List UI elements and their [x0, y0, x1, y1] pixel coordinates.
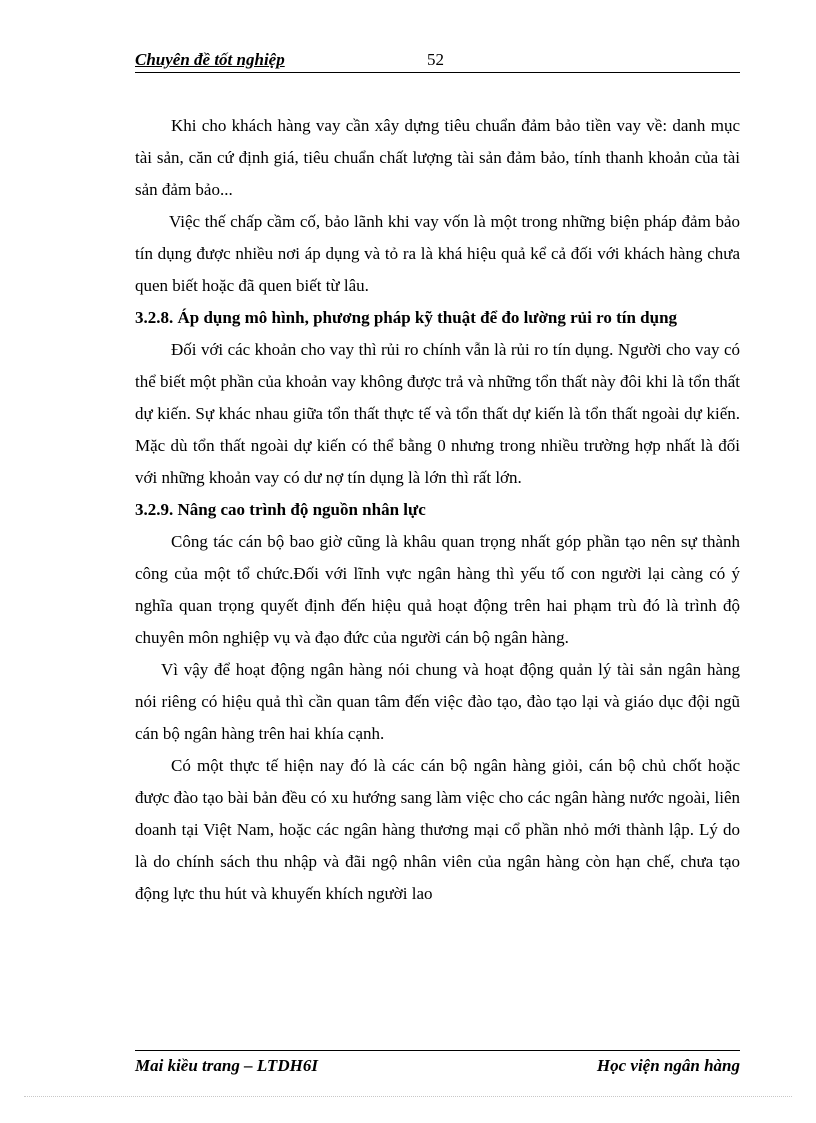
section-heading: 3.2.9. Nâng cao trình độ nguồn nhân lực [135, 500, 426, 519]
footer-author: Mai kiều trang – LTDH6I [135, 1056, 318, 1075]
paragraph: Công tác cán bộ bao giờ cũng là khâu quan trọng nhất góp phần tạo nên sự thành công của một tổ chức.Đối với lĩnh vực ngân hàng thì yếu tố con người lại càng có ý nghĩa quan trọng quyết định đến hiệu quả hoạt động trên hai phạm trù đó là trình độ chuyên môn nghiệp vụ và đạo đức của người cán bộ ngân hàng. [135, 532, 740, 647]
section-heading: 3.2.8. Áp dụng mô hình, phương pháp kỹ thuật để đo lường rủi ro tín dụng [135, 308, 678, 327]
header-title: Chuyên đề tốt nghiệp [135, 50, 285, 69]
page-footer [135, 1050, 740, 1076]
paragraph: Đối với các khoản cho vay thì rủi ro chính vẫn là rủi ro tín dụng. Người cho vay có thể biết một phần của khoản vay không được trả và những tổn thất này đôi khi là tổn thất dự kiến. Sự khác nhau giữa tổn thất thực tế và tổn thất dự kiến là tổn thất ngoài dự kiến. Mặc dù tổn thất ngoài dự kiến có thể bằng 0 nhưng trong nhiều trường hợp nhất là đối với những khoản vay có dư nợ tín dụng là lớn thì rất lớn. [135, 340, 740, 487]
document-body [135, 110, 740, 910]
paragraph: Khi cho khách hàng vay cần xây dựng tiêu chuẩn đảm bảo tiền vay về: danh mục tài sản, căn cứ định giá, tiêu chuẩn chất lượng tài sản đảm bảo, tính thanh khoản của tài sản đảm bảo... [135, 116, 740, 199]
paragraph: Vì vậy để hoạt động ngân hàng nói chung và hoạt động quản lý tài sản ngân hàng nói riêng có hiệu quả thì cần quan tâm đến việc đào tạo, đào tạo lại và giáo dục đội ngũ cán bộ ngân hàng trên hai khía cạnh. [135, 660, 740, 743]
page-number: 52 [427, 50, 444, 69]
footer-institution: Học viện ngân hàng [596, 1056, 740, 1075]
paragraph: Có một thực tế hiện nay đó là các cán bộ ngân hàng giỏi, cán bộ chủ chốt hoặc được đào tạo bài bản đều có xu hướng sang làm việc cho các ngân hàng nước ngoài, liên doanh tại Việt Nam, hoặc các ngân hàng thương mại cổ phần nhỏ mới thành lập. Lý do là do chính sách thu nhập và đãi ngộ nhân viên của ngân hàng còn hạn chế, chưa tạo động lực thu hút và khuyến khích người lao [135, 756, 740, 903]
page-boundary-divider [24, 1096, 792, 1097]
page-header [135, 48, 740, 73]
paragraph: Việc thế chấp cầm cố, bảo lãnh khi vay vốn là một trong những biện pháp đảm bảo tín dụng được nhiều nơi áp dụng và tỏ ra là khá hiệu quả kể cả đối với khách hàng chưa quen biết hoặc đã quen biết từ lâu. [135, 212, 740, 295]
